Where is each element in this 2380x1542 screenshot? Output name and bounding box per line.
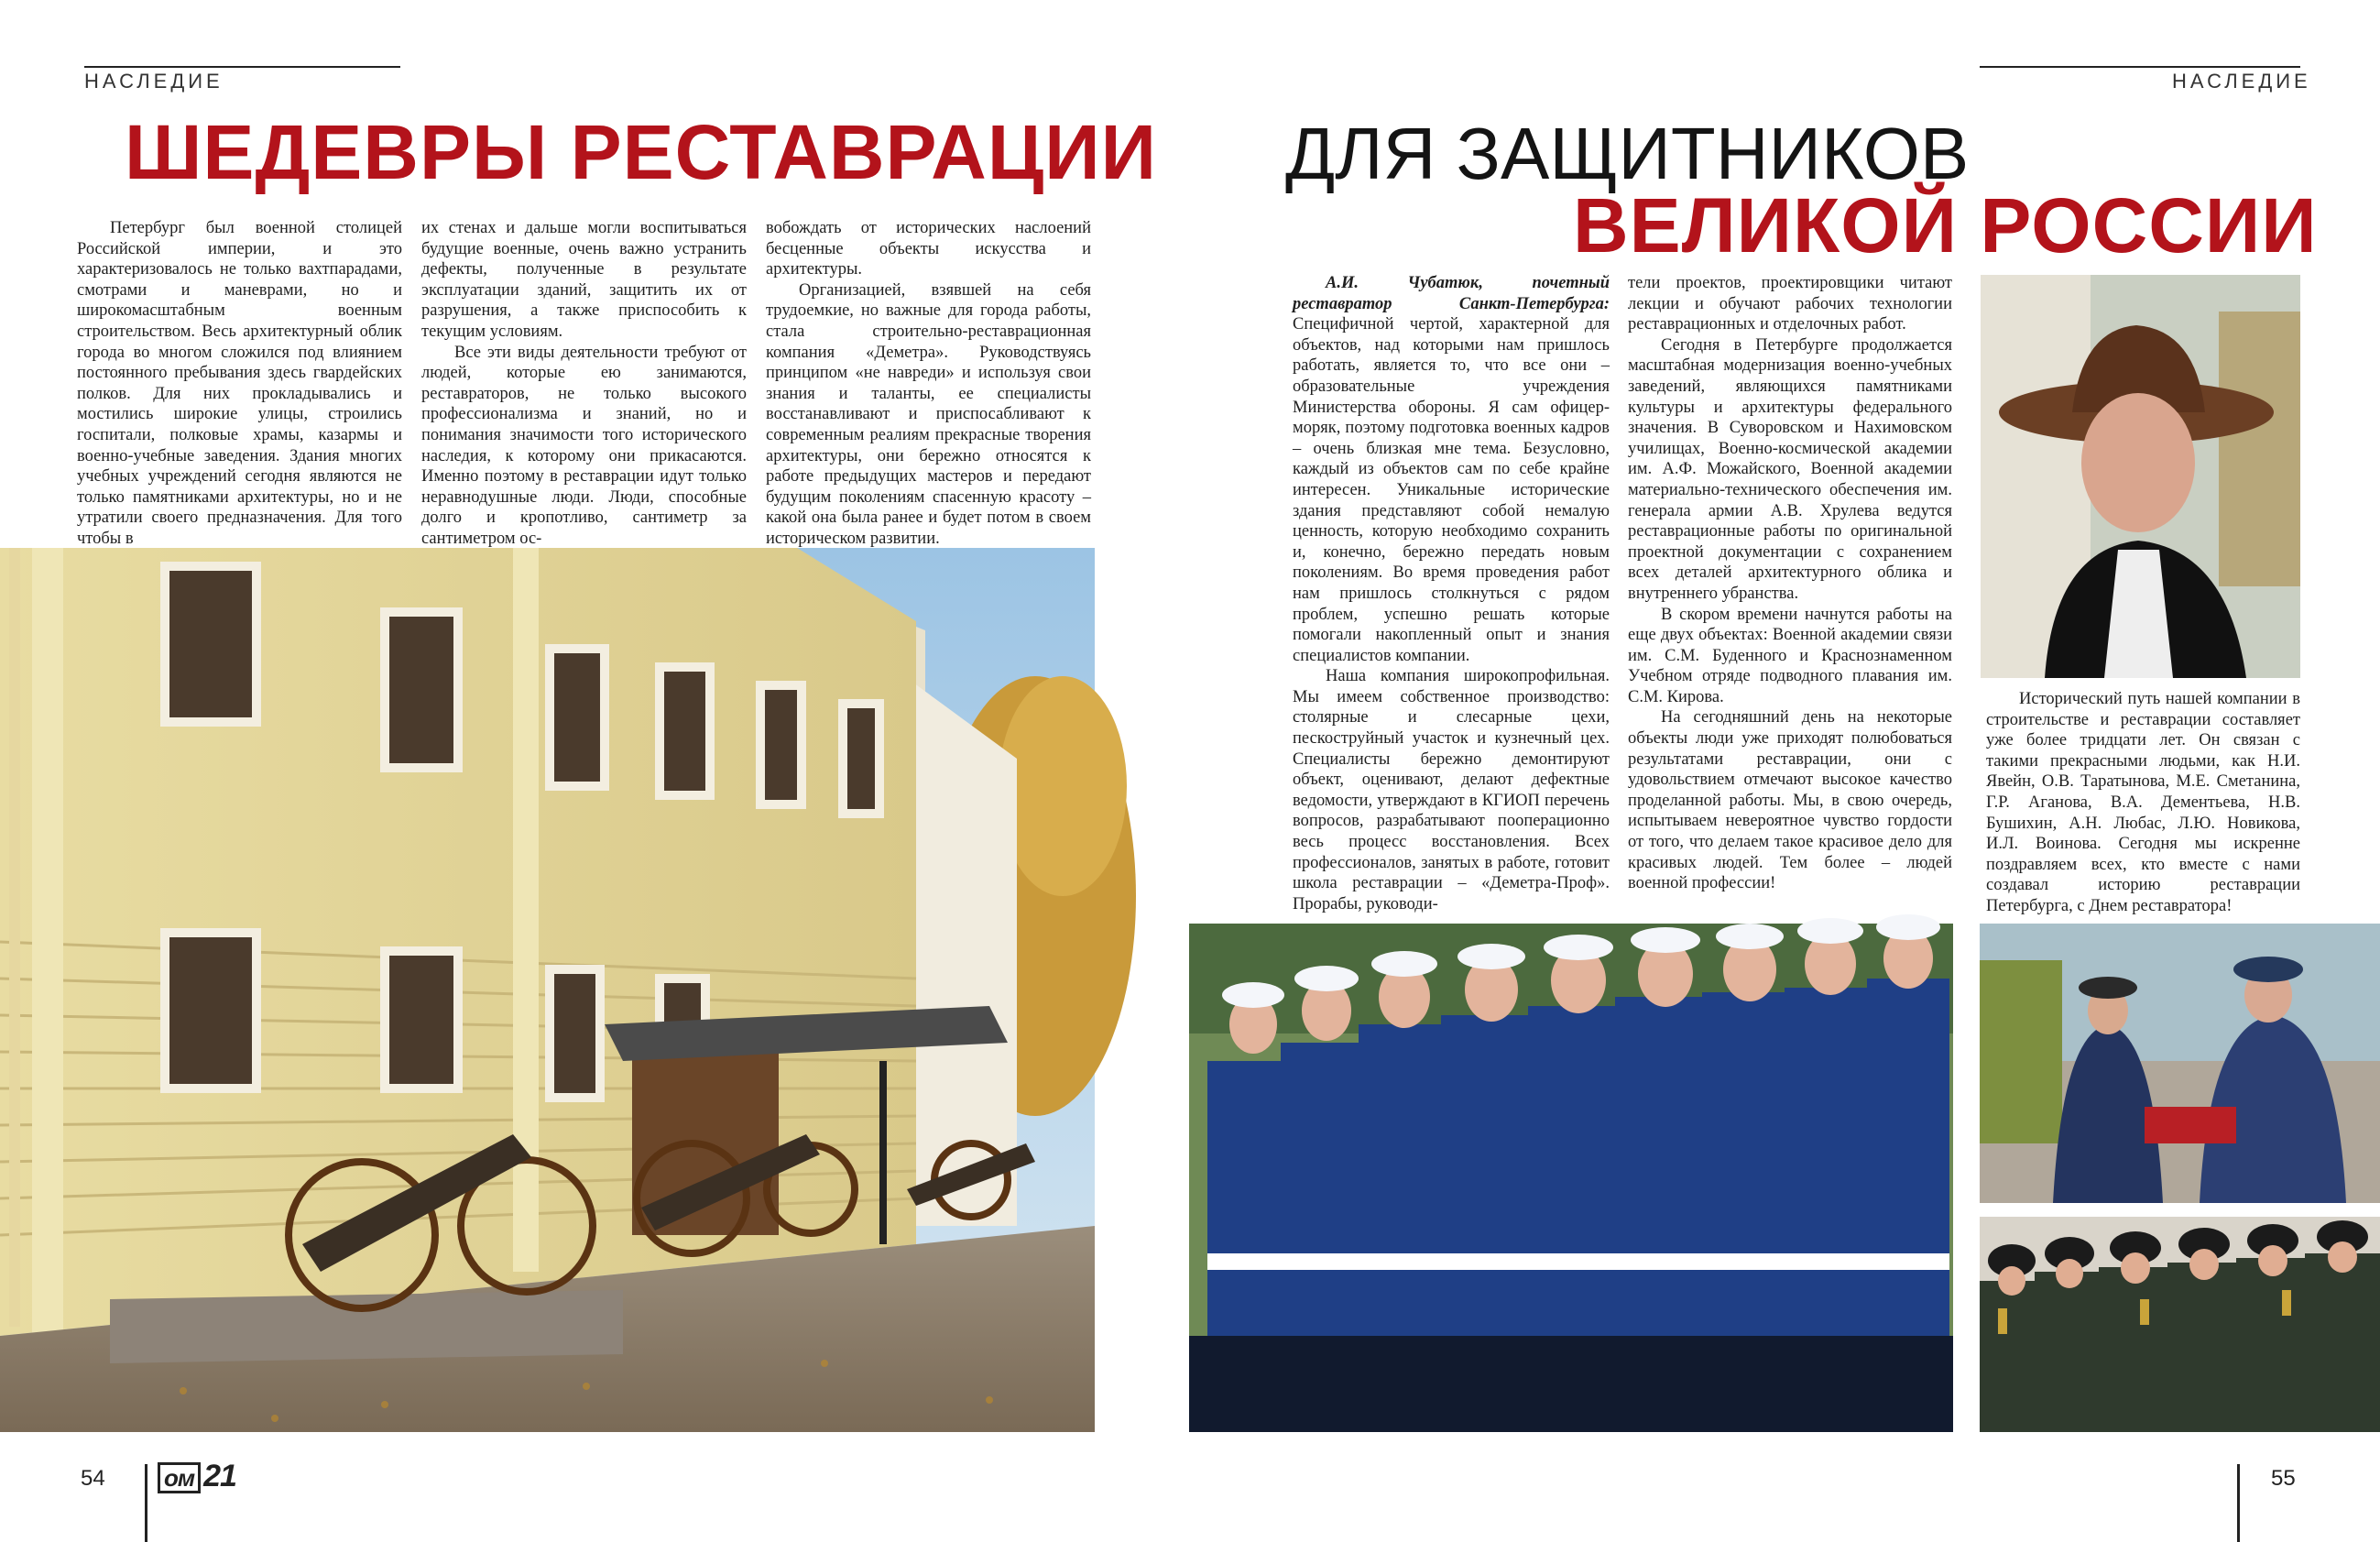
article-title-line2: ВЕЛИКОЙ РОССИИ <box>1573 182 2318 268</box>
folio-rule <box>2237 1464 2240 1542</box>
page-number: 54 <box>81 1466 105 1491</box>
ceremony-photo <box>1980 924 2380 1203</box>
paragraph: тели проектов, проектировщики читают лекции и обучают рабочих технологии реставрационных и отделочных работ. <box>1628 274 1952 334</box>
paragraph <box>1293 273 1610 666</box>
building-cannons-photo <box>0 548 1095 1432</box>
section-label: НАСЛЕДИЕ <box>84 70 224 93</box>
text-column-3 <box>766 218 1091 548</box>
paragraph: В скором времени начнутся работы на еще двух объектах: Военной академии связи им. С.М. Буденного и Краснознаменном Учебном отряде подводного плавания им. С.М. Кирова. <box>1628 605 1952 706</box>
paragraph: Петербург был военной столицей Российской империи, и это характеризовалось не только вахтпарадами, смотрами и маневрами, но и широкомасштабным военным строительством. Весь архитектурный облик города во многом сложился под влиянием постоянного пребывания здесь гвардейских полков. Для них прокладывались и мостились широкие улицы, строились госпитали, полковые храмы, казармы и военно-учебные заведения. Здания многих учебных учреждений сегодня являются не только памятниками архитектуры, но и не утратили своего предназначения. Для того чтобы в <box>77 219 402 548</box>
magazine-logo <box>158 1459 236 1494</box>
logo-box: ом <box>158 1462 201 1493</box>
paragraph: Исторический путь нашей компании в строительстве и реставрации составляет уже более тридцати лет. Он связан с такими прекрасными людьми, как Н.И. Явейн, О.В. Таратынова, М.Е. Сметанина, Г.Р. Аганова, В.А. Дементьева, Н.В. Бушихин, А.Н. Любас, Л.Ю. Новикова, И.Л. Воинова. Сегодня мы искренне поздравляем всех, кто вместе с нами создавал историю реставрации Петербурга, с Днем реставратора! <box>1986 690 2300 915</box>
page-number: 55 <box>2271 1466 2296 1491</box>
paragraph: Все эти виды деятельности требуют от людей, которые ею занимаются, реставраторов, не только высокого профессионализма и знаний, но и понимания значимости того исторического наследия, к которому они прикасаются. Именно поэтому в реставрации идут только неравнодушные люди. Люди, способные долго и кропотливо, сантиметр за сантиметром ос- <box>421 343 747 548</box>
text-column-1 <box>77 218 402 548</box>
cadets-winter-photo <box>1980 1217 2380 1432</box>
text-column-2 <box>1628 273 1952 916</box>
paragraph: их стенах и дальше могли воспитываться будущие военные, очень важно устранить дефекты, полученные в результате эксплуатации зданий, защитить их от разрушения, а также приспособить к текущим условиям. <box>421 219 747 341</box>
paragraph: Наша компания широкопрофильная. Мы имеем собственное производство: столярные и слесарные цехи, пескоструйный участок и кузнечный цех. Специалисты бережно демонтируют объект, оценивают, делают дефектные ведомости, утверждают в КГИОП перечень вопросов, разрабатывают пооперационно весь процесс восстановления. Всех профессионалов, занятых в работе, готовит школа реставрации – «Деметра-Проф». Прорабы, руководи- <box>1293 667 1610 913</box>
section-rule <box>1980 66 2300 68</box>
paragraph-text: Специфичной чертой, характерной для объектов, над которыми нам пришлось работать, является то, что все они – образовательные учреждения Министерства обороны. Я сам офицер-моряк, поэтому подготовка военных кадров – очень близкая мне тема. Безусловно, каждый из объектов сам по себе крайне интересен. Уникальные исторические здания представляют собой немалую ценность, которую необходимо сохранить и, конечно, бережно передать новым поколениям. Во время проведения работ нам пришлось столкнуться с рядом проблем, успешно решать которые помогали накопленный опыт и знания специалистов компании. <box>1293 315 1610 665</box>
section-rule <box>84 66 400 68</box>
right-page <box>1190 0 2380 1542</box>
folio-rule <box>145 1464 147 1542</box>
text-column-1 <box>1293 273 1610 916</box>
paragraph: вобождать от исторических наслоений бесценные объекты искусства и архитектуры. <box>766 219 1091 279</box>
paragraph: Организацией, взявшей на себя трудоемкие, но важные для города работы, стала строительно-реставрационная компания «Деметра». Руководствуясь принципом «не навреди» и используя свои знания и таланты, ее специалисты восстанавливают и приспосабливают к современным реалиям прекрасные творения архитектуры, они бережно относятся к работе предыдущих мастеров и передают будущим поколениям спасенную красоту – какой она была ранее и будет потом в своем историческом развитии. <box>766 280 1091 548</box>
author-byline: А.И. Чубатюк, почетный реставратор Санкт-Петербурга: <box>1293 274 1610 313</box>
logo-text: 21 <box>203 1459 236 1493</box>
text-column-3 <box>1986 689 2300 918</box>
article-title-line1: ДЛЯ ЗАЩИТНИКОВ <box>1285 113 1970 194</box>
article-title: ШЕДЕВРЫ РЕСТАВРАЦИИ <box>125 109 1157 195</box>
text-column-2 <box>421 218 747 548</box>
section-label: НАСЛЕДИЕ <box>2172 70 2311 93</box>
paragraph: Сегодня в Петербурге продолжается масштабная модернизация военно-учебных заведений, являющихся памятниками культуры и архитектуры федерального значения. В Суворовском и Нахимовском училищах, Военно-космической академии им. А.Ф. Можайского, Военной академии материально-технического обеспечения им. генерала армии А.В. Хрулева ведутся реставрационные работы по оригинальной проектной документации с сохранением всех деталей архитектурного облика и внутреннего убранства. <box>1628 335 1952 603</box>
portrait-photo <box>1981 275 2300 678</box>
paragraph: На сегодняшний день на некоторые объекты люди уже приходят полюбоваться результатами реставрации, они с удовольствием отмечают высокое качество проделанной работы. Мы, в свою очередь, испытываем невероятное чувство гордости от того, что делаем такое красивое дело для красивых людей. Тем более – людей военной профессии! <box>1628 708 1952 893</box>
cadets-parade-photo <box>1189 924 1953 1432</box>
